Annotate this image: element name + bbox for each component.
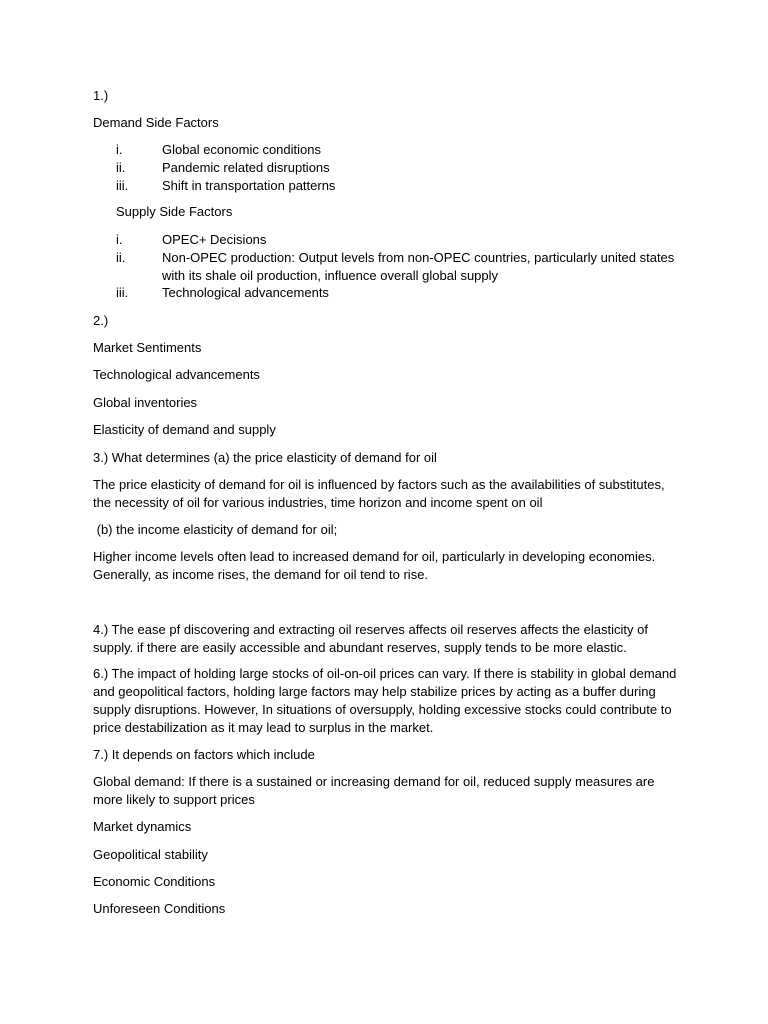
supply-side-title: Supply Side Factors [116,204,233,219]
list-number: i. [116,142,123,157]
list-text: Pandemic related disruptions [162,160,330,175]
q2-item: Market Sentiments [93,340,202,355]
list-text: Technological advancements [162,285,329,300]
list-text: Shift in transportation patterns [162,178,336,193]
list-number: i. [116,232,123,247]
q4-text: 4.) The ease pf discovering and extracting oil reserves affects oil reserves affects the elasticity of supply. if there are easily accessible and abundant reserves, supply tends to be more elastic. [93,622,648,655]
list-number: ii. [116,250,126,265]
q7-global-demand: Global demand: If there is a sustained or increasing demand for oil, reduced supply measures are more likely to support prices [93,774,655,807]
list-text: OPEC+ Decisions [162,232,267,247]
q7-item: Unforeseen Conditions [93,901,226,916]
q2-item: Elasticity of demand and supply [93,422,276,437]
q1-heading: 1.) [93,88,109,103]
q3-answer-a: The price elasticity of demand for oil is influenced by factors such as the availabilities of substitutes, the necessity of oil for various industries, time horizon and income spent on oil [93,477,665,510]
list-text: Global economic conditions [162,142,321,157]
q2-heading: 2.) [93,313,109,328]
q3-answer-b: Higher income levels often lead to increased demand for oil, particularly in developing economies. Generally, as income rises, the demand for oil tend to rise. [93,549,656,582]
q7-heading: 7.) It depends on factors which include [93,747,315,762]
list-number: iii. [116,285,129,300]
q2-item: Technological advancements [93,367,260,382]
q3-heading: 3.) What determines (a) the price elasticity of demand for oil [93,450,437,465]
q6-text: 6.) The impact of holding large stocks of oil-on-oil prices can vary. If there is stability in global demand and geopolitical factors, holding large factors may help stabilize prices by acting as a buffer during supply disruptions. However, In situations of oversupply, holding excessive stocks could contribute to price destabilization as it may lead to surplus in the market. [93,666,677,735]
q7-item: Geopolitical stability [93,847,208,862]
q2-item: Global inventories [93,395,198,410]
q3-question-b: (b) the income elasticity of demand for oil; [93,522,338,537]
q7-item: Economic Conditions [93,874,216,889]
list-number: iii. [116,178,129,193]
demand-side-title: Demand Side Factors [93,115,219,130]
q7-item: Market dynamics [93,819,192,834]
list-text: Non-OPEC production: Output levels from non-OPEC countries, particularly united states with its shale oil production, influence overall global supply [162,250,675,283]
list-number: ii. [116,160,126,175]
